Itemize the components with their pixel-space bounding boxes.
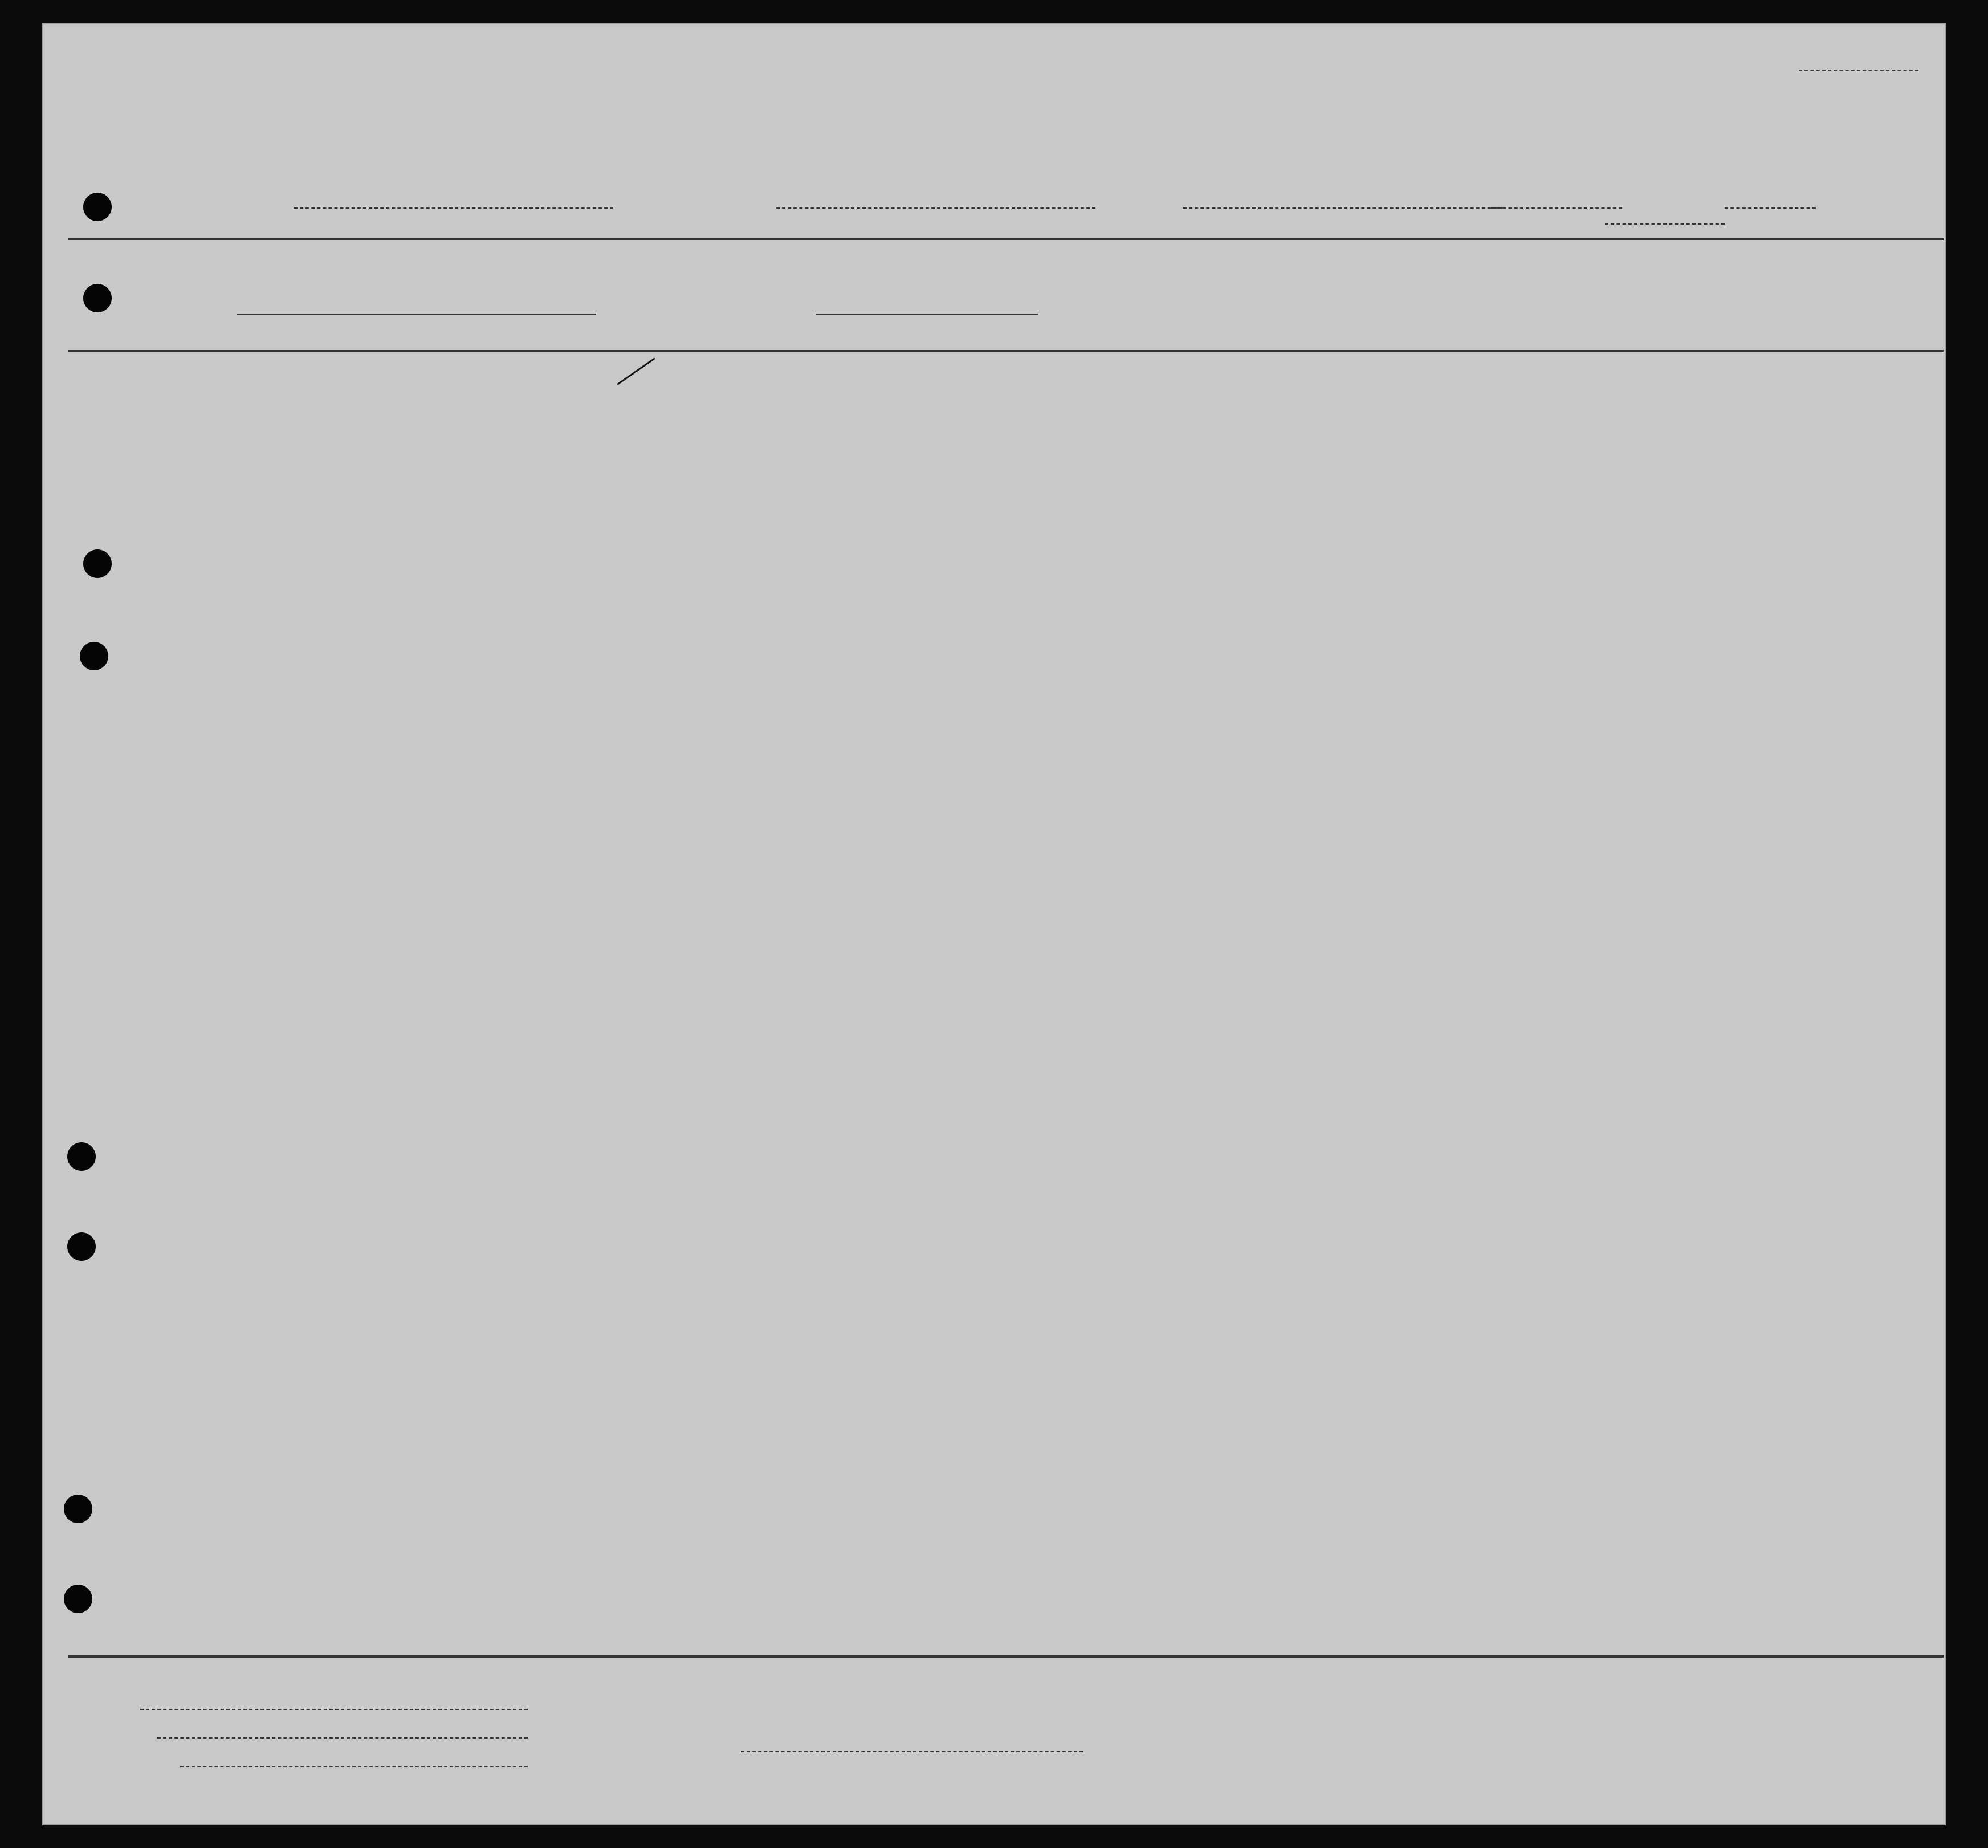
punch-hole — [64, 1495, 92, 1523]
col-7-header — [1040, 251, 1092, 262]
shipped-subheader-rule — [816, 314, 1038, 315]
punch-hole — [64, 1585, 92, 1613]
name-subheader-rule — [237, 314, 596, 315]
col-16-header — [1654, 251, 1836, 285]
check-mark — [617, 357, 655, 385]
arrival-month — [1491, 207, 1622, 209]
col-13-header — [1433, 251, 1484, 274]
col-9-header — [1144, 251, 1183, 274]
arrival-year — [1725, 207, 1816, 209]
punch-hole — [80, 642, 108, 670]
punch-hole — [67, 1232, 96, 1261]
col-14-header — [1485, 251, 1537, 274]
footer-line-field — [140, 1709, 528, 1710]
col-11-header — [1225, 251, 1328, 274]
sailing-port — [776, 207, 1095, 209]
col-17-header — [1839, 251, 1946, 285]
col-8-header — [1093, 251, 1143, 274]
punch-hole — [67, 1142, 96, 1171]
inspector-signature-field — [741, 1751, 1083, 1752]
sheet-no-field — [1799, 70, 1918, 71]
arrival-day-field — [1605, 223, 1725, 225]
footer-agents-field — [180, 1766, 528, 1767]
footer-owners-field — [157, 1737, 528, 1739]
punch-hole — [83, 193, 112, 221]
punch-hole — [83, 284, 112, 312]
punch-hole — [83, 549, 112, 578]
col-2-header — [165, 251, 234, 262]
vessel-name — [294, 207, 613, 209]
col-12-header — [1329, 251, 1432, 274]
col-10-header — [1184, 251, 1224, 274]
col-15-header — [1538, 251, 1652, 274]
table-top-rule — [68, 238, 1944, 240]
arriving-port — [1183, 207, 1502, 209]
col-5-header — [689, 251, 814, 274]
col-4-header — [600, 251, 685, 274]
table-bottom-rule — [68, 1655, 1944, 1658]
col-6-header — [816, 251, 1038, 274]
col-1-header — [130, 251, 164, 262]
manifest-form — [42, 23, 1946, 1825]
header-bottom-rule — [68, 350, 1944, 352]
col-3-header — [237, 251, 596, 274]
